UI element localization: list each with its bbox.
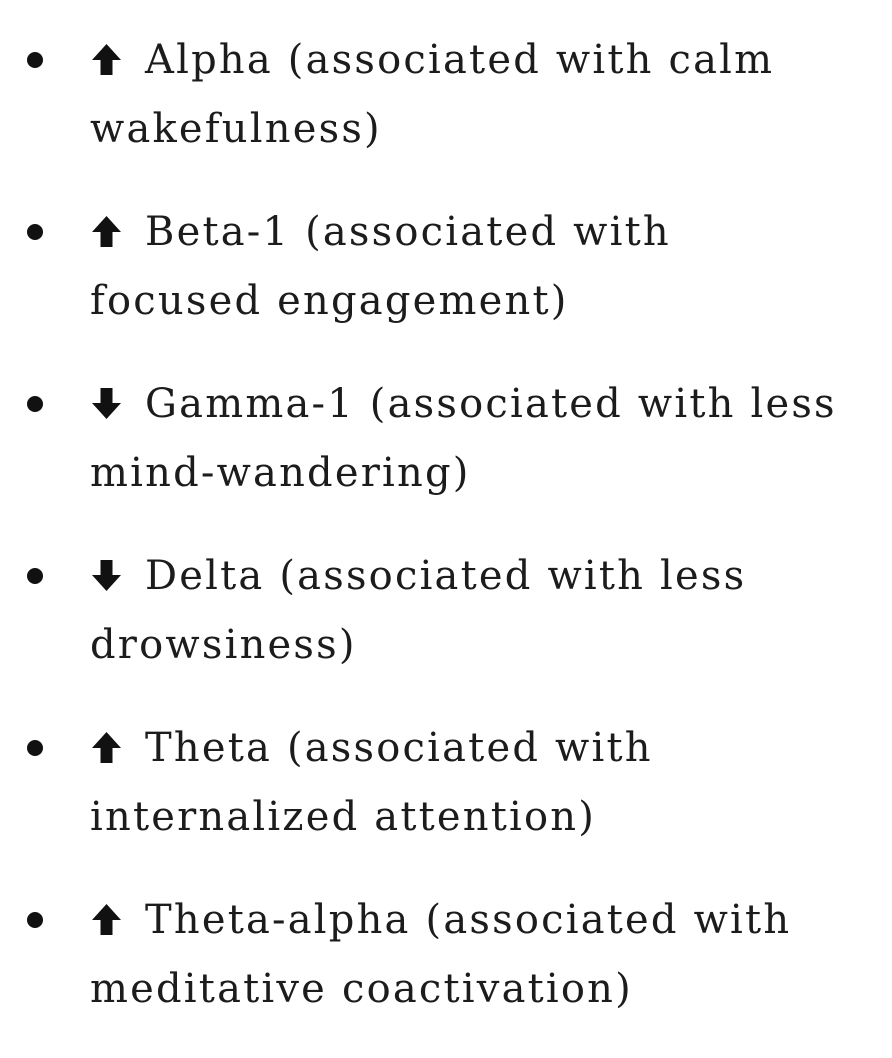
bullet-dot — [27, 224, 43, 240]
list-item — [0, 714, 892, 852]
up-arrow-icon — [90, 731, 123, 764]
down-arrow-icon — [90, 559, 123, 592]
down-arrow-icon — [90, 387, 123, 420]
list-item-text: Beta-1 (associated with focused engagement) — [90, 209, 671, 324]
list-item-text: Gamma-1 (associated with less mind-wandering) — [90, 381, 837, 496]
list-item-text: Theta-alpha (associated with meditative coactivation) — [90, 897, 792, 1012]
bullet-dot — [27, 740, 43, 756]
bullet-list — [0, 26, 892, 1058]
bullet-dot — [27, 396, 43, 412]
list-item — [0, 198, 892, 336]
bullet-dot — [27, 912, 43, 928]
list-item — [0, 886, 892, 1024]
list-item-text: Delta (associated with less drowsiness) — [90, 553, 747, 668]
list-item — [0, 26, 892, 164]
list-item-text: Alpha (associated with calm wakefulness) — [90, 37, 775, 152]
bullet-dot — [27, 568, 43, 584]
list-item-text: Theta (associated with internalized attention) — [90, 725, 653, 840]
bullet-dot — [27, 52, 43, 68]
list-item — [0, 542, 892, 680]
up-arrow-icon — [90, 43, 123, 76]
up-arrow-icon — [90, 903, 123, 936]
up-arrow-icon — [90, 215, 123, 248]
list-item — [0, 370, 892, 508]
